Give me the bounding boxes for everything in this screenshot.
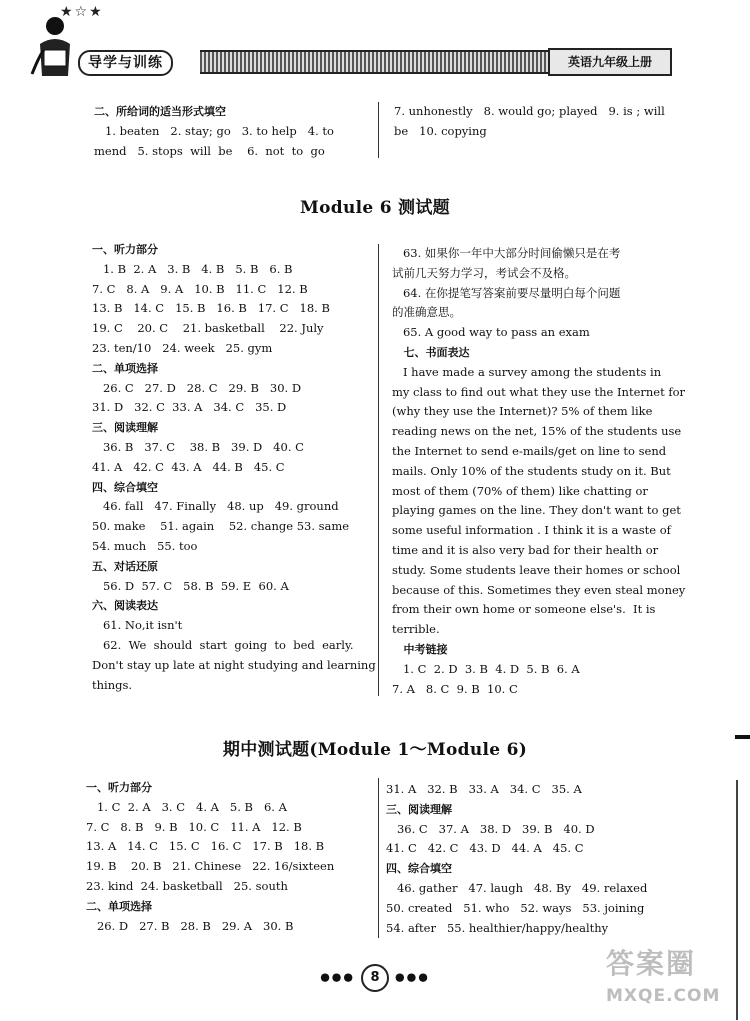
answer-line: time and it is also very bad for their health or <box>392 542 659 557</box>
section-heading: 七、书面表达 <box>392 345 470 359</box>
module6-title: Module 6 测试题 <box>300 198 450 218</box>
answer-line: 41. C 42. C 43. D 44. A 45. C <box>386 841 584 856</box>
answer-line: 19. B 20. B 21. Chinese 22. 16/sixteen <box>86 859 335 874</box>
student-figure-icon <box>30 14 80 84</box>
answer-line: 36. C 37. A 38. D 39. B 40. D <box>386 821 595 836</box>
answer-line: terrible. <box>392 622 440 637</box>
section-heading: 五、对话还原 <box>92 559 158 573</box>
answer-line: 23. ten/10 24. week 25. gym <box>92 340 273 355</box>
midterm-right-column <box>386 780 686 938</box>
section-heading: 一、听力部分 <box>92 243 158 256</box>
answer-line: 26. D 27. B 28. B 29. A 30. B <box>86 918 294 933</box>
section-heading: 二、单项选择 <box>92 361 158 375</box>
answer-line: I have made a survey among the students in <box>392 364 662 379</box>
section-heading: 六、阅读表达 <box>92 599 158 613</box>
section-heading: 二、单项选择 <box>86 899 152 913</box>
top-section-right <box>394 102 684 142</box>
top-section-left <box>94 102 370 161</box>
answer-line: 19. C 20. C 21. basketball 22. July <box>92 321 324 336</box>
answer-line: my class to find out what they use the Internet for <box>392 384 686 399</box>
answer-line: some useful information . I think it is a waste of <box>392 523 671 538</box>
answer-line: 试前几天努力学习，考试会不及格。 <box>392 265 576 280</box>
edge-mark <box>735 735 750 739</box>
section-heading: 三、阅读理解 <box>386 802 452 816</box>
module6-divider <box>378 244 379 696</box>
answer-line: 7. C 8. B 9. B 10. C 11. A 12. B <box>86 819 302 834</box>
answer-line: 65. A good way to pass an exam <box>392 325 590 340</box>
answer-line: 7. unhonestly 8. would go; played 9. is ; will <box>394 104 665 118</box>
answer-line: 50. make 51. again 52. change 53. same <box>92 519 350 534</box>
answer-line: 61. No,it isn't <box>92 618 183 633</box>
answer-line: 62. We should start going to bed early. <box>92 637 354 652</box>
watermark-logo: 答案圈 MXQE.COM <box>606 947 721 1006</box>
answer-line: Don't stay up late at night studying and learning <box>92 657 376 672</box>
page-header <box>0 0 750 92</box>
answer-line: 41. A 42. C 43. A 44. B 45. C <box>92 459 285 474</box>
answer-line: 1. beaten 2. stay; go 3. to help 4. to <box>94 123 334 138</box>
dots-right-icon: ●●● <box>395 970 430 984</box>
answer-line: 31. D 32. C 33. A 34. C 35. D <box>92 400 287 415</box>
header-bar <box>200 50 550 74</box>
stars-decoration: ★☆★ <box>60 4 104 20</box>
section-heading: 一、听力部分 <box>86 781 152 794</box>
section-heading: 三、阅读理解 <box>92 421 158 435</box>
midterm-title: 期中测试题(Module 1～Module 6) <box>222 740 528 760</box>
answer-line: 1. C 2. A 3. C 4. A 5. B 6. A <box>86 799 287 814</box>
midterm-left-column <box>86 778 376 936</box>
midterm-divider <box>378 778 379 938</box>
page-number: 8 <box>361 964 389 992</box>
answer-line: 23. kind 24. basketball 25. south <box>86 878 288 893</box>
section-heading: 四、综合填空 <box>386 862 452 876</box>
answer-line: 36. B 37. C 38. B 39. D 40. C <box>92 439 304 454</box>
answer-line: playing games on the line. They don't want to get <box>392 503 681 518</box>
section-heading: 中考链接 <box>392 642 448 656</box>
answer-line: 50. created 51. who 52. ways 53. joining <box>386 900 645 915</box>
answer-line: because of this. Sometimes they even steal money <box>392 582 686 597</box>
answer-line: 46. fall 47. Finally 48. up 49. ground <box>92 499 339 514</box>
answer-line: be 10. copying <box>394 123 487 138</box>
answer-line: (why they use the Internet)? 5% of them like <box>392 404 653 419</box>
answer-line: 7. A 8. C 9. B 10. C <box>392 681 518 696</box>
section-heading: 四、综合填空 <box>92 480 158 494</box>
answer-line: 46. gather 47. laugh 48. By 49. relaxed <box>386 880 648 895</box>
answer-line: 63. 如果你一年中大部分时间偷懒只是在考 <box>392 246 621 260</box>
answer-line: 54. after 55. healthier/happy/healthy <box>386 920 609 935</box>
answer-line: 1. B 2. A 3. B 4. B 5. B 6. B <box>92 261 293 276</box>
answer-line: 31. A 32. B 33. A 34. C 35. A <box>386 782 582 796</box>
brand-logo: 导学与训练 <box>78 50 173 76</box>
answer-line: mails. Only 10% of the students study on it. But <box>392 463 671 478</box>
answer-line: 的准确意思。 <box>392 305 461 320</box>
answer-line: 64. 在你提笔写答案前要尽量明白每个问题 <box>392 285 621 300</box>
answer-line: study. Some students leave their homes or school <box>392 562 681 577</box>
answer-line: reading news on the net, 15% of the students use <box>392 424 682 439</box>
module6-left-column <box>92 240 374 695</box>
answer-line: the Internet to send e-mails/get on line to send <box>392 443 667 458</box>
answer-line: things. <box>92 677 133 692</box>
answer-line: 7. C 8. A 9. A 10. B 11. C 12. B <box>92 281 308 296</box>
answer-line: from their own home or someone else's. It is <box>392 602 656 617</box>
answer-line: most of them (70% of them) like chatting or <box>392 483 648 498</box>
top-divider <box>378 102 379 158</box>
answer-line: 13. A 14. C 15. C 16. C 17. B 18. B <box>86 839 325 854</box>
subject-label: 英语九年级上册 <box>548 48 672 76</box>
answer-line: 56. D 57. C 58. B 59. E 60. A <box>92 578 289 593</box>
answer-line: 54. much 55. too <box>92 538 198 553</box>
answer-line: 13. B 14. C 15. B 16. B 17. C 18. B <box>92 301 330 316</box>
answer-line: 1. C 2. D 3. B 4. D 5. B 6. A <box>392 661 580 676</box>
module6-right-column <box>392 244 686 699</box>
dots-left-icon: ●●● <box>320 970 355 984</box>
answer-line: mend 5. stops will be 6. not to go <box>94 143 325 158</box>
answer-line: 26. C 27. D 28. C 29. B 30. D <box>92 380 302 395</box>
section-heading: 二、所给词的适当形式填空 <box>94 105 226 118</box>
